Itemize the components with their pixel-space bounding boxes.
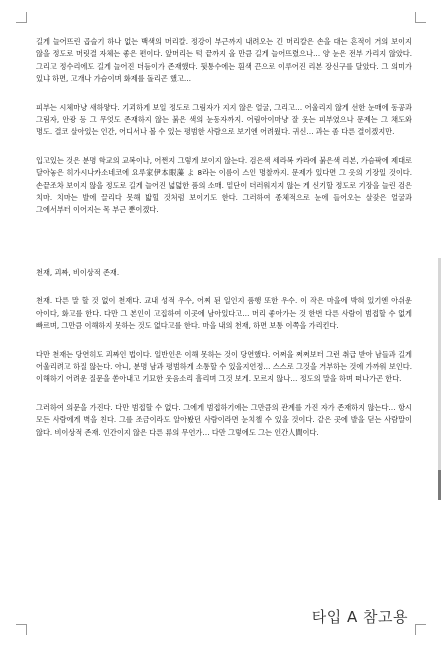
section-heading: 천재, 괴짜, 비이상적 존재. [36, 267, 120, 277]
paragraph-genius: 천재. 다른 말 할 것 없이 천재다. 교내 성적 우수, 어찌 된 일인지 품행 또한 우수. 이 작은 마을에 박혀 있기엔 아쉬운 아이다, 화고를 한다. 다만 그 본인이 고집하여 이곳에 남아있다고… 머리 좋아가는 것 한번 다른 사람이 범접할 수 없게 빠르며, 그만큼 이해하지 못하는 것도 없다고를 한다. 마을 내의 천재, 하면 보통 이쪽을 가리킨다. [36, 296, 412, 331]
section-gap [36, 233, 412, 267]
crop-mark-top-left [16, 12, 27, 23]
crop-mark-top-right [415, 12, 426, 23]
paragraph-eccentric: 다만 천재는 당연히도 괴짜인 법이다. 일반인은 이해 못하는 것이 당연했다. 어쩌을 쩌쩌보터 그런 취급 받아 남들과 길게 어울리려고 하질 않는다. 아니, 분명 남과 평범하게 소통할 수 있을지언정… 스스로 그것을 거부하는 것에 가까워 보인다. 이해하기 어려운 질문을 쏟아내고 기묘한 웃음소리 흘리며 그것 보게. 모르지 않나… 정도의 말을 하며 떠나가곤 한다. [36, 349, 412, 384]
crop-mark-bottom-right [415, 624, 426, 635]
paragraph-abnormal: 그러하여 의문을 가진다. 다만 범접할 수 없다. 그에게 범접하기에는 그만큼의 관계를 가진 자가 존재하지 않는다… 항시 모든 사람에게 벽을 친다. 그를 조금이라도 알아봤던 사람이라면 눈치챌 수 있을 것이다. 같은 곳에 발을 딛는 사람말이 않다. 비이상적 존재. 인간이지 않은 다른 류의 무언가… 다만 그렇에도 그는 인간人間이다. [36, 402, 412, 437]
crop-mark-bottom-left [16, 624, 27, 635]
paragraph-skin: 피부는 시체마냥 새하얗다. 기괴하게 보일 정도로 그림자가 지지 않은 얼굴, 그리고… 어울리지 않게 선한 눈매에 동공과 그림자, 안광 등 그 무엇도 존재하지 않는 붉은 색의 눈동자까지. 어림아이마냥 잘 웃는 피부였으나 문제는 그 채도와 명도. 결코 살아있는 인간, 어디서나 볼 수 있는 평범한 사람으로 보기엔 어려웠다. 귀신… 과는 좀 다른 결이겠지만. [36, 102, 412, 137]
scrollbar-thumb[interactable] [438, 470, 441, 500]
scrollbar-track[interactable] [438, 258, 441, 478]
paragraph-uniform: 입고있는 것은 분명 학교의 교복이나, 어쩐지 그렇게 보이지 않는다. 검은색 세라복 카라에 붉은색 리본, 가슴팍에 제대로 달아놓은 히가시나카소네코에 요루家伊本眼藻 よ 8라는 이름이 스인 명찰까지. 문제가 있다면 그 옷의 기장일 것이다. 손끝조차 보이지 않을 정도로 길게 늘어진 넓덟한 품의 소매. 밑단이 더러워지지 않는 게 신기할 정도로 기장을 늘린 검은 치마. 치마는 발에 끌리다 못해 밟힐 것처럼 보이기도 한다. 그러하여 종체적으로 눈에 들어오는 살갗은 얼굴과 그에서부터 이어지는 목 부근 뿐이겠다. [36, 155, 412, 215]
document-body[interactable] [36, 36, 412, 455]
footer-label: 타입 A 참고용 [311, 608, 408, 626]
paragraph-hair: 길게 늘어뜨린 곱슬기 하나 없는 백색의 머리칼. 정강이 부근까지 내려오는 긴 머리칼은 손을 대는 흔적이 거의 보이지 않을 정도로 머릿결 자체는 좋은 편이다. 앞머리는 턱 끝까지 올 만큼 길게 늘어뜨렸으나… 양 눈은 전부 가리지 않았다. 그리고 정수리에도 길게 늘어진 더듬이가 존재했다. 뒷통수에는 흰색 끈으로 이루어진 리본 장신구를 달았다. 그 의미가 있냐 하면, 고개나 가슴이며 화제를 돌리곤 했고… [36, 37, 412, 84]
